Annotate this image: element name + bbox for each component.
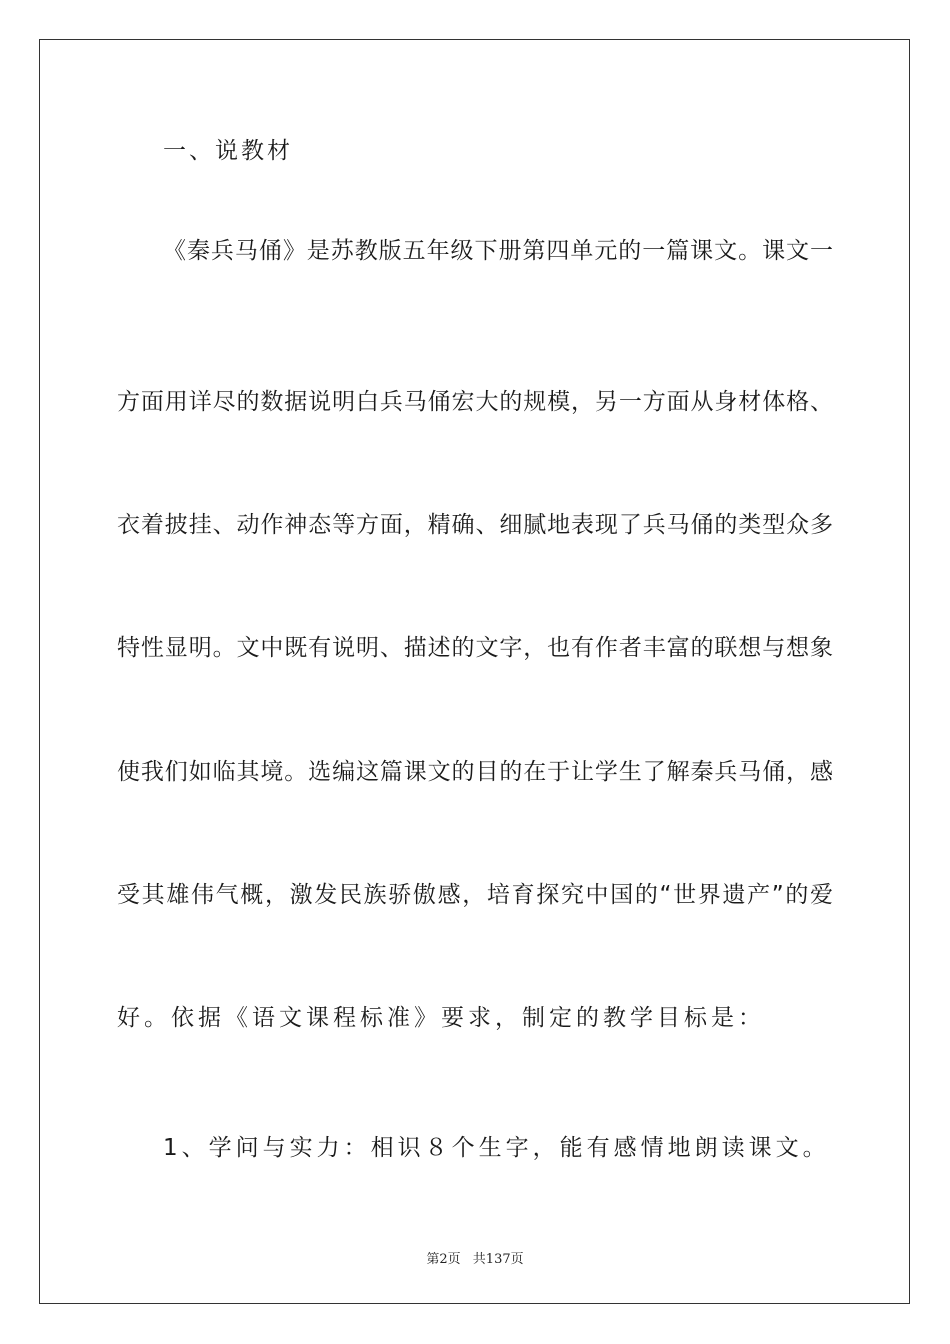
page-border (39, 39, 910, 1304)
section-heading: 一、说教材 (163, 138, 293, 164)
list-item: 1、学问与实力：相识８个生字，能有感情地朗读课文。 (163, 1135, 830, 1161)
total-pages: 共137页 (472, 1252, 524, 1267)
paragraph-line-4: 特性显明。文中既有说明、描述的文字，也有作者丰富的联想与想象 (117, 635, 833, 661)
paragraph-line-3: 衣着披挂、动作神态等方面，精确、细腻地表现了兵马俑的类型众多 (117, 512, 833, 538)
paragraph-line-7: 好。依据《语文课程标准》要求，制定的教学目标是： (117, 1005, 765, 1031)
page-number: 第2页 (426, 1252, 461, 1267)
paragraph-line-5: 使我们如临其境。选编这篇课文的目的在于让学生了解秦兵马俑，感 (117, 759, 833, 785)
page-footer (0, 1248, 950, 1267)
paragraph-line-1: 《秦兵马俑》是苏教版五年级下册第四单元的一篇课文。课文一 (163, 238, 833, 264)
paragraph-line-2: 方面用详尽的数据说明白兵马俑宏大的规模，另一方面从身材体格、 (117, 389, 833, 415)
paragraph-line-6: 受其雄伟气概，激发民族骄傲感，培育探究中国的“世界遗产”的爱 (117, 882, 833, 908)
